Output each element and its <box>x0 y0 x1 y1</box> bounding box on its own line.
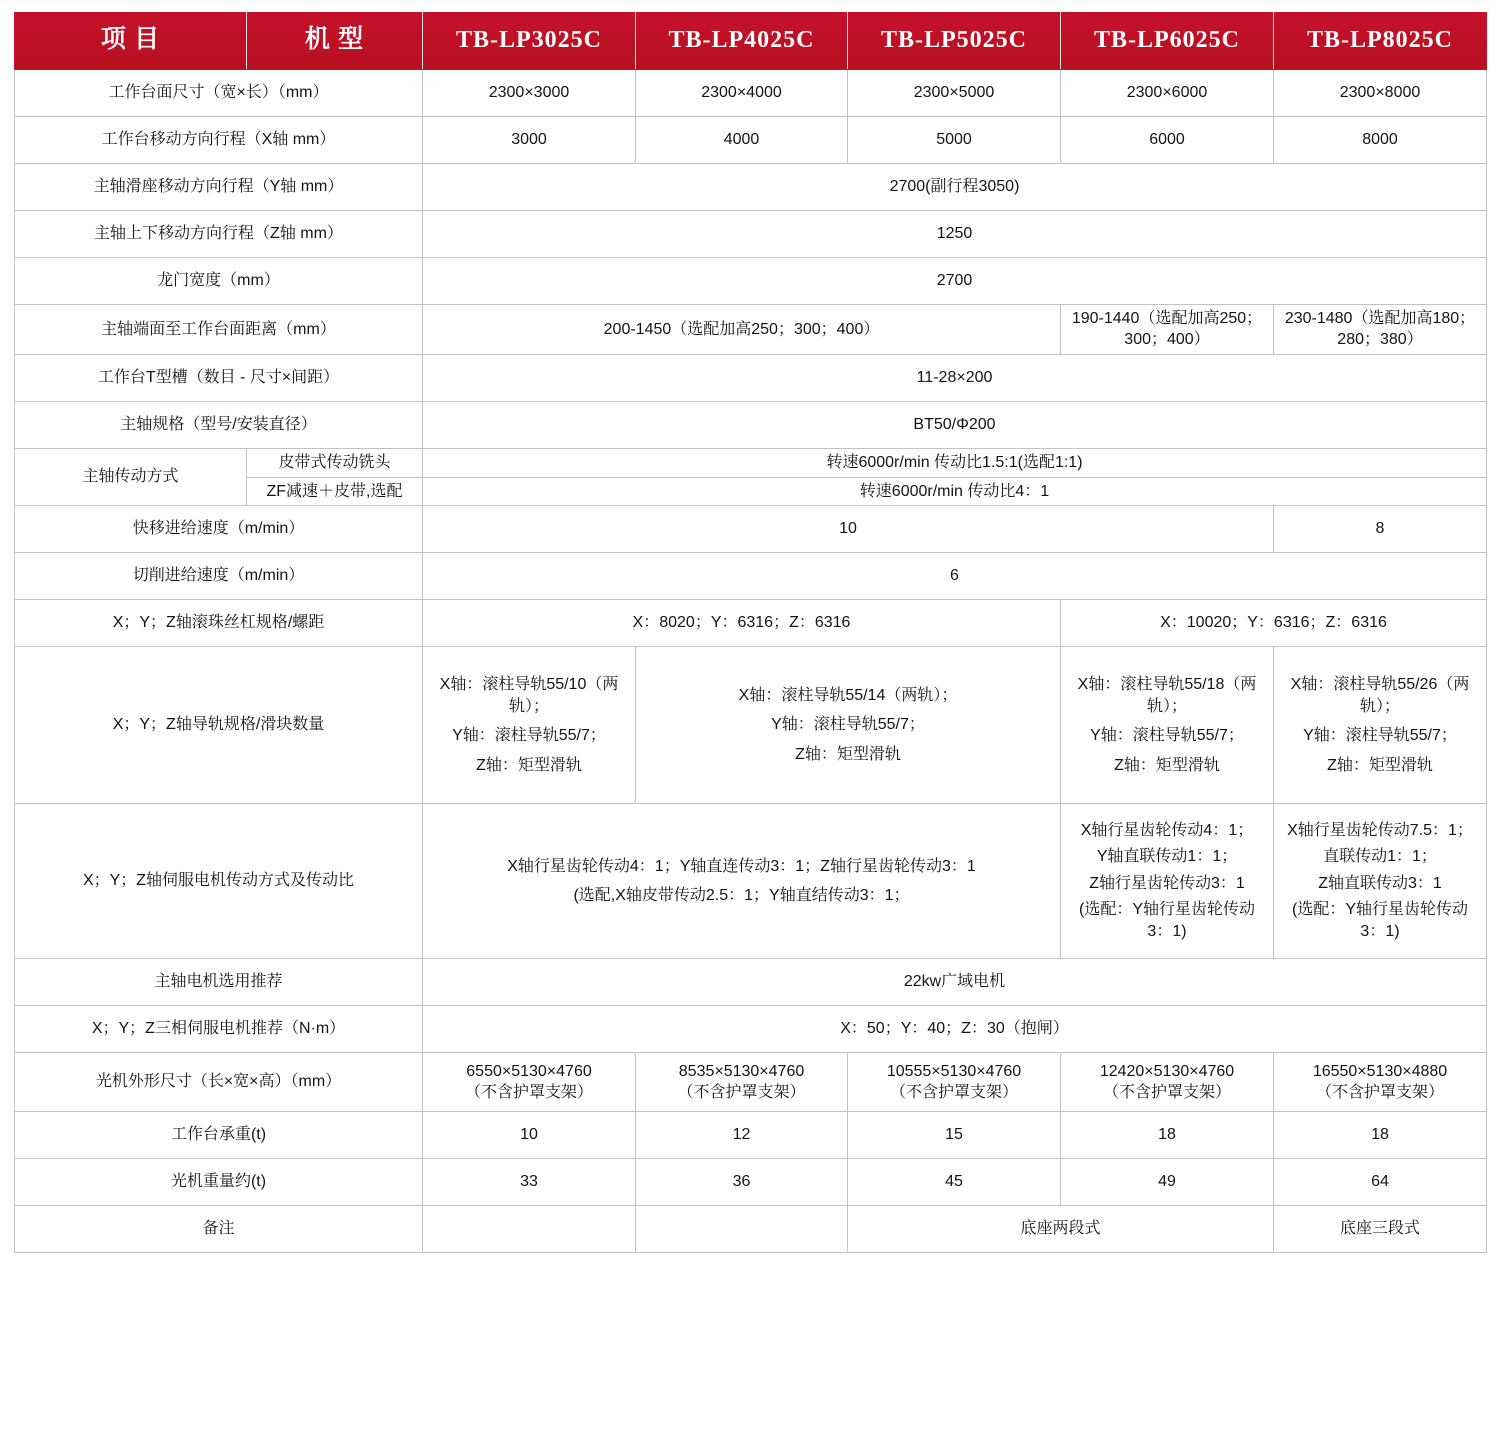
row-label-t-slot: 工作台T型槽（数目 - 尺寸×间距） <box>15 354 423 401</box>
header-project: 项 目 <box>15 13 247 70</box>
table-row-remarks <box>15 1206 1487 1253</box>
dimensions-2-note: （不含护罩支架） <box>677 1084 806 1102</box>
servo-drive-1-line1: X轴行星齿轮传动4：1；Y轴直连传动3：1；Z轴行星齿轮传动3：1 <box>507 857 976 875</box>
cell-ball-screw-b: X：10020；Y：6316；Z：6316 <box>1061 600 1487 647</box>
cell-machine-weight-4: 49 <box>1061 1159 1274 1206</box>
cell-spindle-to-table-c: 230-1480（选配加高180；280；380） <box>1274 304 1487 354</box>
guide-rail-4-line3: Z轴：矩型滑轨 <box>1327 756 1433 774</box>
cell-remarks-empty-1 <box>423 1206 636 1253</box>
cell-table-load-3: 15 <box>848 1112 1061 1159</box>
cell-table-size-1: 2300×3000 <box>423 69 636 116</box>
cell-ball-screw-a: X：8020；Y：6316；Z：6316 <box>423 600 1061 647</box>
servo-drive-3-line2: Y轴直联传动1：1； <box>1096 848 1238 866</box>
table-row-transmission-belt <box>15 448 1487 477</box>
cell-dimensions-3 <box>848 1053 1061 1112</box>
cell-gantry-width-value: 2700 <box>423 257 1487 304</box>
row-label-guide-rail: X；Y；Z轴导轨规格/滑块数量 <box>15 647 423 804</box>
servo-drive-3-line3: Z轴行星齿轮传动3：1 <box>1089 874 1245 892</box>
cell-x-travel-4: 6000 <box>1061 116 1274 163</box>
cell-servo-motor-value: X：50；Y：40；Z：30（抱闸） <box>423 1006 1487 1053</box>
guide-rail-1-line1: X轴：滚柱导轨55/10（两轨）； <box>439 675 619 715</box>
cell-z-travel-value: 1250 <box>423 210 1487 257</box>
cell-guide-rail-2 <box>636 647 1061 804</box>
header-model: 机 型 <box>247 13 423 70</box>
cell-dimensions-2 <box>636 1053 848 1112</box>
cell-spindle-motor-value: 22kw广域电机 <box>423 959 1487 1006</box>
guide-rail-2-line2: Y轴：滚柱导轨55/7； <box>771 716 925 734</box>
table-row-machine-weight <box>15 1159 1487 1206</box>
cell-servo-drive-1 <box>423 804 1061 959</box>
table-row-z-travel <box>15 210 1487 257</box>
cell-rapid-feed-b: 8 <box>1274 506 1487 553</box>
table-row-guide-rail <box>15 647 1487 804</box>
header-model-3025c: TB-LP3025C <box>423 13 636 70</box>
dimensions-1-note: （不含护罩支架） <box>464 1084 593 1102</box>
cell-dimensions-1 <box>423 1053 636 1112</box>
table-row-spindle-motor <box>15 959 1487 1006</box>
row-sublabel-belt-head: 皮带式传动铣头 <box>247 448 423 477</box>
cell-table-load-5: 18 <box>1274 1112 1487 1159</box>
cell-t-slot-value: 11-28×200 <box>423 354 1487 401</box>
cell-servo-drive-3 <box>1061 804 1274 959</box>
cell-table-size-2: 2300×4000 <box>636 69 848 116</box>
header-model-5025c: TB-LP5025C <box>848 13 1061 70</box>
guide-rail-3-line1: X轴：滚柱导轨55/18（两轨）； <box>1077 675 1257 715</box>
guide-rail-4-line1: X轴：滚柱导轨55/26（两轨）； <box>1290 675 1470 715</box>
servo-drive-3-line4: (选配：Y轴行星齿轮传动3：1) <box>1078 901 1255 941</box>
table-row-cutting-feed <box>15 553 1487 600</box>
guide-rail-1-line2: Y轴：滚柱导轨55/7； <box>452 727 606 745</box>
cell-spindle-to-table-b: 190-1440（选配加高250；300；400） <box>1061 304 1274 354</box>
cell-table-size-3: 2300×5000 <box>848 69 1061 116</box>
table-row-table-size <box>15 69 1487 116</box>
row-label-dimensions: 光机外形尺寸（长×宽×高）（mm） <box>15 1053 423 1112</box>
header-model-6025c: TB-LP6025C <box>1061 13 1274 70</box>
row-label-spindle-motor: 主轴电机选用推荐 <box>15 959 423 1006</box>
cell-table-load-2: 12 <box>636 1112 848 1159</box>
cell-machine-weight-2: 36 <box>636 1159 848 1206</box>
row-label-spindle-to-table: 主轴端面至工作台面距离（mm） <box>15 304 423 354</box>
dimensions-5-note: （不含护罩支架） <box>1315 1084 1444 1102</box>
dimensions-2-value: 8535×5130×4760 <box>678 1062 805 1080</box>
row-label-rapid-feed: 快移进给速度（m/min） <box>15 506 423 553</box>
specification-table <box>14 12 1487 1253</box>
row-label-remarks: 备注 <box>15 1206 423 1253</box>
cell-cutting-feed-value: 6 <box>423 553 1487 600</box>
cell-dimensions-5 <box>1274 1053 1487 1112</box>
row-label-x-travel: 工作台移动方向行程（X轴 mm） <box>15 116 423 163</box>
cell-machine-weight-3: 45 <box>848 1159 1061 1206</box>
table-row-table-load <box>15 1112 1487 1159</box>
cell-remarks-empty-2 <box>636 1206 848 1253</box>
guide-rail-2-line3: Z轴：矩型滑轨 <box>795 745 901 763</box>
row-label-table-size: 工作台面尺寸（宽×长）（mm） <box>15 69 423 116</box>
cell-y-travel-value: 2700(副行程3050) <box>423 163 1487 210</box>
servo-drive-4-line2: 直联传动1：1； <box>1323 848 1437 866</box>
servo-drive-4-line4: (选配：Y轴行星齿轮传动3：1) <box>1291 901 1468 941</box>
header-model-8025c: TB-LP8025C <box>1274 13 1487 70</box>
table-row-ball-screw <box>15 600 1487 647</box>
table-row-gantry-width <box>15 257 1487 304</box>
table-row-t-slot <box>15 354 1487 401</box>
servo-drive-4-line1: X轴行星齿轮传动7.5：1； <box>1287 821 1473 839</box>
dimensions-1-value: 6550×5130×4760 <box>466 1062 592 1080</box>
guide-rail-3-line3: Z轴：矩型滑轨 <box>1114 756 1220 774</box>
cell-table-size-4: 2300×6000 <box>1061 69 1274 116</box>
dimensions-4-value: 12420×5130×4760 <box>1099 1062 1235 1080</box>
servo-drive-1-line2: (选配,X轴皮带传动2.5：1；Y轴直结传动3：1； <box>573 887 910 905</box>
row-label-servo-motor: X；Y；Z三相伺服电机推荐（N·m） <box>15 1006 423 1053</box>
cell-table-load-1: 10 <box>423 1112 636 1159</box>
cell-table-size-5: 2300×8000 <box>1274 69 1487 116</box>
table-row-servo-motor <box>15 1006 1487 1053</box>
table-row-y-travel <box>15 163 1487 210</box>
dimensions-5-value: 16550×5130×4880 <box>1312 1062 1448 1080</box>
cell-guide-rail-4 <box>1274 647 1487 804</box>
cell-remarks-a: 底座两段式 <box>848 1206 1274 1253</box>
guide-rail-3-line2: Y轴：滚柱导轨55/7； <box>1090 727 1244 745</box>
cell-machine-weight-1: 33 <box>423 1159 636 1206</box>
table-row-spindle-to-table <box>15 304 1487 354</box>
table-row-x-travel <box>15 116 1487 163</box>
cell-x-travel-5: 8000 <box>1274 116 1487 163</box>
cell-table-load-4: 18 <box>1061 1112 1274 1159</box>
row-label-gantry-width: 龙门宽度（mm） <box>15 257 423 304</box>
cell-transmission-belt-value: 转速6000r/min 传动比1.5:1(选配1:1) <box>423 448 1487 477</box>
row-label-cutting-feed: 切削进给速度（m/min） <box>15 553 423 600</box>
cell-spindle-to-table-a: 200-1450（选配加高250；300；400） <box>423 304 1061 354</box>
table-header-row <box>15 13 1487 70</box>
row-label-transmission: 主轴传动方式 <box>15 448 247 505</box>
cell-rapid-feed-a: 10 <box>423 506 1274 553</box>
dimensions-4-note: （不含护罩支架） <box>1102 1084 1231 1102</box>
cell-guide-rail-1 <box>423 647 636 804</box>
cell-x-travel-2: 4000 <box>636 116 848 163</box>
cell-x-travel-1: 3000 <box>423 116 636 163</box>
row-label-z-travel: 主轴上下移动方向行程（Z轴 mm） <box>15 210 423 257</box>
table-row-rapid-feed <box>15 506 1487 553</box>
cell-remarks-b: 底座三段式 <box>1274 1206 1487 1253</box>
table-row-servo-drive <box>15 804 1487 959</box>
servo-drive-3-line1: X轴行星齿轮传动4：1； <box>1080 821 1254 839</box>
row-label-spindle-spec: 主轴规格（型号/安装直径） <box>15 401 423 448</box>
row-label-machine-weight: 光机重量约(t) <box>15 1159 423 1206</box>
dimensions-3-value: 10555×5130×4760 <box>886 1062 1022 1080</box>
row-label-ball-screw: X；Y；Z轴滚珠丝杠规格/螺距 <box>15 600 423 647</box>
cell-guide-rail-3 <box>1061 647 1274 804</box>
guide-rail-4-line2: Y轴：滚柱导轨55/7； <box>1303 727 1457 745</box>
cell-x-travel-3: 5000 <box>848 116 1061 163</box>
table-row-dimensions <box>15 1053 1487 1112</box>
cell-machine-weight-5: 64 <box>1274 1159 1487 1206</box>
guide-rail-2-line1: X轴：滚柱导轨55/14（两轨）； <box>738 686 958 704</box>
row-sublabel-zf: ZF减速＋皮带,选配 <box>247 477 423 506</box>
cell-transmission-zf-value: 转速6000r/min 传动比4：1 <box>423 477 1487 506</box>
row-label-servo-drive: X；Y；Z轴伺服电机传动方式及传动比 <box>15 804 423 959</box>
table-row-spindle-spec <box>15 401 1487 448</box>
dimensions-3-note: （不含护罩支架） <box>889 1084 1018 1102</box>
servo-drive-4-line3: Z轴直联传动3：1 <box>1318 874 1442 892</box>
cell-servo-drive-4 <box>1274 804 1487 959</box>
cell-dimensions-4 <box>1061 1053 1274 1112</box>
header-model-4025c: TB-LP4025C <box>636 13 848 70</box>
row-label-table-load: 工作台承重(t) <box>15 1112 423 1159</box>
row-label-y-travel: 主轴滑座移动方向行程（Y轴 mm） <box>15 163 423 210</box>
cell-spindle-spec-value: BT50/Φ200 <box>423 401 1487 448</box>
guide-rail-1-line3: Z轴：矩型滑轨 <box>476 756 582 774</box>
